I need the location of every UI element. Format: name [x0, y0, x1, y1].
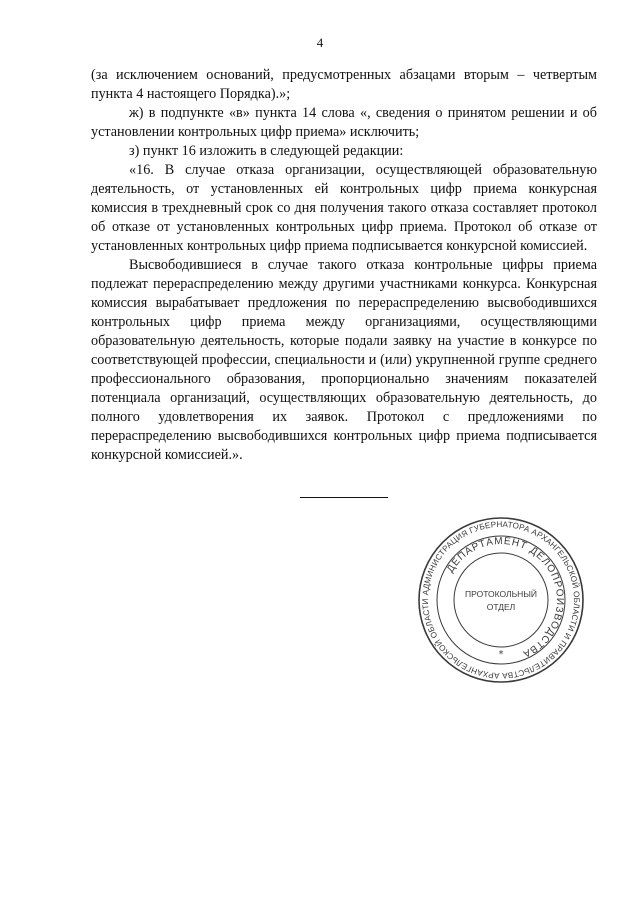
page-number: 4 [316, 35, 324, 50]
stamp-inner-text: ДЕПАРТАМЕНТ ДЕЛОПРОИЗВОДСТВА [445, 535, 566, 660]
separator-line [300, 497, 388, 498]
paragraph-point-16: «16. В случае отказа организации, осуществляющей образовательную деятельность, от установленных ей контрольных цифр приема конкурсная комиссия в трехдневный срок со дня получения такого отказа составляет протокол об отказе от установленных контрольных цифр приема. Протокол об отказе от установленных контрольных цифр приема подписывается конкурсной комиссией. [91, 162, 597, 254]
stamp-center-line-1: ПРОТОКОЛЬНЫЙ [465, 589, 537, 599]
paragraph-item-zh: ж) в подпункте «в» пункта 14 слова «, сведения о принятом решении и об установлении контрольных цифр приема» исключить; [91, 105, 597, 140]
official-stamp [416, 515, 586, 685]
stamp-star-icon: * [498, 649, 504, 660]
stamp-inner-ring [454, 553, 548, 647]
paragraph-item-z: з) пункт 16 изложить в следующей редакции: [129, 143, 404, 159]
stamp-outer-text: АДМИНИСТРАЦИЯ ГУБЕРНАТОРА АРХАНГЕЛЬСКОЙ ОБЛАСТИ И ПРАВИТЕЛЬСТВА АРХАНГЕЛЬСКОЙ ОБЛАСТИ [420, 519, 582, 681]
paragraph-continuation: (за исключением оснований, предусмотренных абзацами вторым – четвертым пункта 4 настоящего Порядка).»; [91, 67, 597, 102]
paragraph-redistribution: Высвободившиеся в случае такого отказа контрольные цифры приема подлежат перераспределению между другими участниками конкурса. Конкурсная комиссия вырабатывает предложения по перераспределению высвободившихся контрольных цифр приема между организациями, осуществляющими образовательную деятельность, которые подали заявку на участие в конкурсе по соответствующей профессии, специальности и (или) укрупненной группе среднего профессионального образования, пропорционально значениям показателей потенциала организаций, осуществляющих образовательную деятельность, до полного удовлетворения их заявок. Протокол с предложениями по перераспределению высвободившихся контрольных цифр приема подписывается конкурсной комиссией.». [91, 257, 597, 463]
document-body [91, 66, 597, 465]
stamp-center-line-2: ОТДЕЛ [486, 602, 516, 612]
